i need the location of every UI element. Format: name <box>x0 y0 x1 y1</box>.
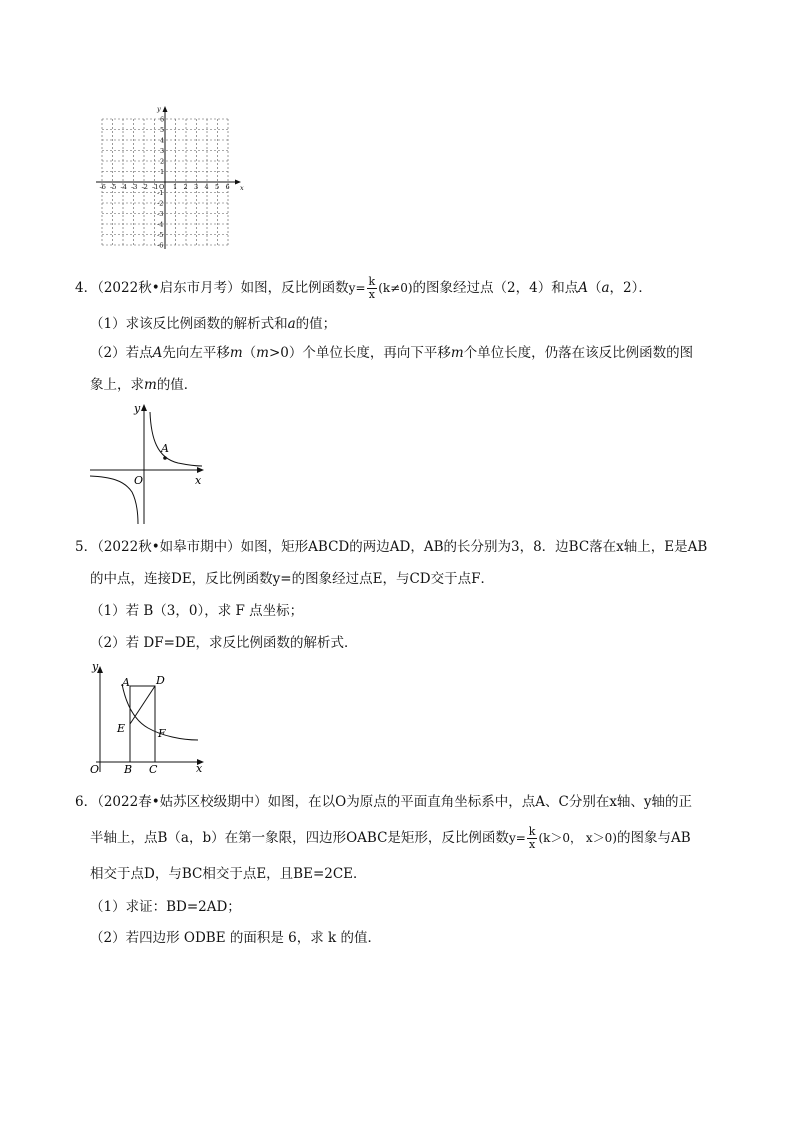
q5-stem-line2: 的中点，连接DE，反比例函数y=的图象经过点E，与CD交于点F． <box>90 571 494 587</box>
q5-fig-point-d: D <box>156 674 165 687</box>
q4-fig-x-label: x <box>195 474 202 487</box>
grid-y-tick-label: -2 <box>157 199 164 208</box>
q5-stem-line1: 5．（2022秋•如皋市期中）如图，矩形ABCD的两边AD，AB的长分别为3，8．边BC落在x轴上，E是AB <box>75 539 708 555</box>
q5-fig-point-c: C <box>149 763 158 776</box>
grid-x-tick-label: -3 <box>131 183 138 191</box>
q5-fig-x-label: x <box>196 762 203 775</box>
grid-y-tick-label: 1 <box>160 168 165 176</box>
q4-part1: （1）求该反比例函数的解析式和a的值； <box>90 316 337 332</box>
grid-y-tick-label: 5 <box>160 126 165 134</box>
grid-y-tick-label: -4 <box>157 220 164 229</box>
grid-y-tick-label: 2 <box>160 157 165 166</box>
grid-x-label: x <box>240 184 244 192</box>
grid-y-tick-label: 6 <box>160 115 165 124</box>
grid-y-tick-label: -3 <box>157 210 164 218</box>
grid-x-tick-label: -4 <box>120 183 127 191</box>
q5-fig-y-label: y <box>92 660 99 673</box>
grid-y-tick-label: 4 <box>160 136 165 145</box>
q4-stem: 4．（2022秋•启东市月考）如图，反比例函数y= $\frac{k}{x}$ (k≠0)的图象经过点（2，4）和点A（a，2）． <box>75 275 652 301</box>
q5-fig-point-e: E <box>117 722 126 735</box>
q5-part1: （1）若 B（3，0），求 F 点坐标； <box>90 603 304 619</box>
q6-stem-line1: 6．（2022春•姑苏区校级期中）如图，在以O为原点的平面直角坐标系中，点A、C分别在x轴、y轴的正 <box>75 794 693 810</box>
grid-x-tick-label: 1 <box>173 183 178 191</box>
q6-part1: （1）求证：BD=2AD； <box>90 899 241 915</box>
grid-y-tick-label: -1 <box>157 189 164 197</box>
q5-rectangle-figure <box>86 660 210 778</box>
q4-fig-origin-label: O <box>134 474 144 487</box>
q6-part2: （2）若四边形 ODBE 的面积是 6，求 k 的值． <box>90 930 381 946</box>
grid-y-arrow <box>163 106 168 112</box>
q6-fraction: $\frac{k}{x}$ <box>528 825 536 851</box>
grid-x-tick-label: -1 <box>152 183 159 191</box>
q4-hyperbola-figure <box>88 400 210 526</box>
grid-x-tick-label: O <box>159 183 165 191</box>
q5-part2: （2）若 DF=DE，求反比例函数的解析式． <box>90 635 358 651</box>
grid-x-tick-label: 6 <box>225 183 230 191</box>
grid-x-tick-label: 2 <box>183 183 188 191</box>
q4-source: （2022秋•启东市月考） <box>97 280 241 296</box>
grid-x-tick-label: 4 <box>204 183 209 191</box>
grid-x-tick-label: 3 <box>194 183 199 191</box>
grid-x-tick-label: 5 <box>215 183 220 191</box>
q4-part2-line2: 象上，求m的值． <box>90 377 198 393</box>
q4-fig-y-label: y <box>134 402 141 415</box>
grid-y-tick-label: -6 <box>157 241 164 250</box>
coordinate-grid-figure <box>88 96 258 256</box>
grid-x-tick-label: -5 <box>110 183 117 191</box>
q6-stem-line2: 半轴上，点B（a，b）在第一象限，四边形OABC是矩形，反比例函数y= $\frac{k}{x}$ (k＞0， x＞0)的图象与AB <box>90 825 691 851</box>
grid-y-tick-label: 3 <box>160 147 165 155</box>
grid-x-tick-label: -6 <box>99 183 106 191</box>
q5-fig-point-b: B <box>124 763 133 776</box>
q5-fig-origin-label: O <box>90 763 100 776</box>
q5-fig-point-f: F <box>158 727 166 740</box>
grid-y-label: y <box>157 105 161 113</box>
q5-fig-point-a: A <box>122 676 130 689</box>
q4-fig-point-a: A <box>161 442 169 455</box>
q4-number: 4． <box>75 280 98 296</box>
grid-x-tick-label: -2 <box>141 183 148 191</box>
q4-fraction: $\frac{k}{x}$ <box>368 275 376 301</box>
q6-stem-line3: 相交于点D，与BC相交于点E，且BE=2CE． <box>90 866 367 882</box>
grid-y-tick-label: -5 <box>157 231 164 239</box>
q4-part2-line1: （2）若点A先向左平移m（m>0）个单位长度，再向下平移m个单位长度，仍落在该反比例函数的图 <box>90 345 694 361</box>
